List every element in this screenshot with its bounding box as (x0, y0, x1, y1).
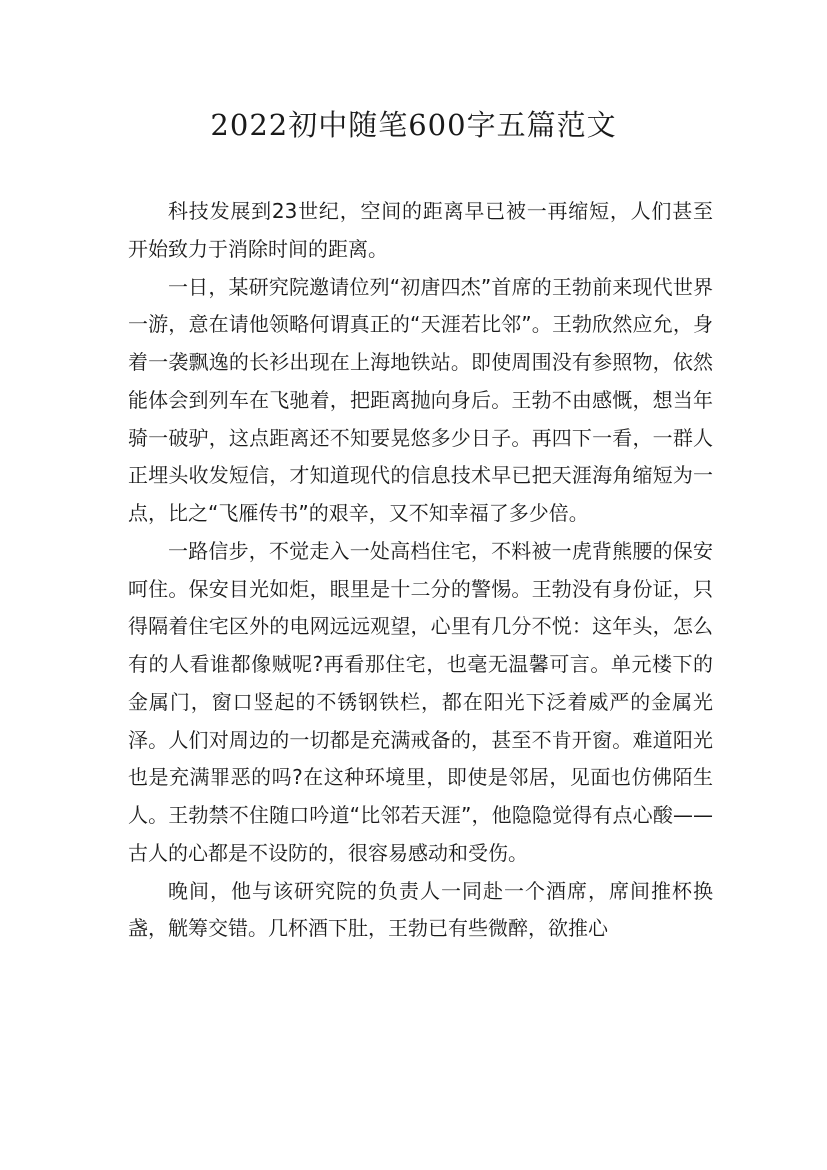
paragraph: 科技发展到23世纪，空间的距离早已被一再缩短，人们甚至开始致力于消除时间的距离。 (128, 199, 713, 261)
document-title: 2022初中随笔600字五篇范文 (210, 108, 617, 142)
paragraph: 晚间，他与该研究院的负责人一同赴一个酒席，席间推杯换盏，觥筹交错。几杯酒下肚，王勃已有些微醉，欲推心 (128, 878, 713, 941)
paragraph: 一日，某研究院邀请位列“初唐四杰”首席的王勃前来现代世界一游，意在请他领略何谓真正的“天涯若比邻”。王勃欣然应允，身着一袭飘逸的长衫出现在上海地铁站。即使周围没有参照物，依然能体会到列车在飞驰着，把距离抛向身后。王勃不由感慨，想当年骑一破驴，这点距离还不知要晃悠多少日子。再四下一看，一群人正埋头收发短信，才知道现代的信息技术早已把天涯海角缩短为一点，比之“飞雁传书”的艰辛，又不知幸福了多少倍。 (128, 274, 713, 525)
document-body (128, 193, 713, 948)
paragraph: 一路信步，不觉走入一处高档住宅，不料被一虎背熊腰的保安呵住。保安目光如炬，眼里是十二分的警惕。王勃没有身份证，只得隔着住宅区外的电网远远观望，心里有几分不悦：这年头，怎么有的人看谁都像贼呢?再看那住宅，也毫无温馨可言。单元楼下的金属门，窗口竖起的不锈钢铁栏，都在阳光下泛着威严的金属光泽。人们对周边的一切都是充满戒备的，甚至不肯开窗。难道阳光也是充满罪恶的吗?在这种环境里，即使是邻居，见面也仿佛陌生人。王勃禁不住随口吟道“比邻若天涯”，他隐隐觉得有点心酸——古人的心都是不设防的，很容易感动和受伤。 (128, 538, 713, 865)
